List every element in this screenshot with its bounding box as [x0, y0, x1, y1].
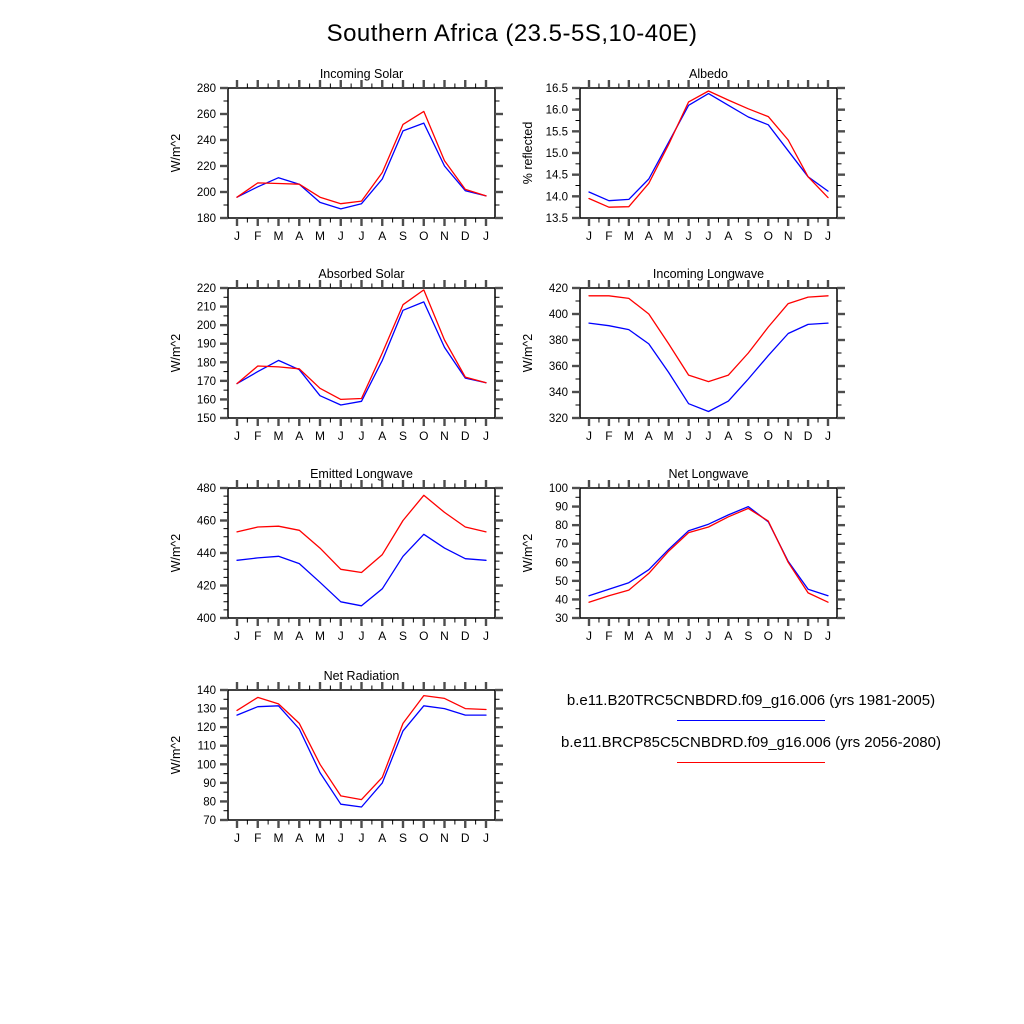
svg-text:O: O: [419, 429, 429, 443]
svg-text:J: J: [825, 629, 831, 643]
panel-incoming-solar: [153, 64, 513, 256]
svg-text:90: 90: [555, 501, 568, 514]
svg-text:A: A: [295, 831, 304, 845]
svg-text:J: J: [358, 229, 365, 243]
svg-text:J: J: [358, 429, 365, 443]
svg-text:F: F: [254, 229, 262, 243]
panel-net-longwave: [505, 464, 865, 656]
svg-text:M: M: [315, 831, 325, 845]
svg-text:N: N: [440, 429, 449, 443]
svg-text:S: S: [744, 629, 753, 643]
svg-text:Emitted Longwave: Emitted Longwave: [310, 467, 413, 481]
svg-text:170: 170: [196, 375, 216, 388]
svg-text:Incoming Solar: Incoming Solar: [319, 67, 404, 81]
svg-text:S: S: [398, 229, 408, 243]
svg-text:D: D: [803, 229, 813, 243]
svg-text:30: 30: [555, 613, 568, 625]
svg-text:F: F: [254, 831, 262, 845]
svg-text:A: A: [378, 629, 387, 643]
svg-text:260: 260: [196, 109, 216, 121]
svg-text:M: M: [273, 629, 284, 643]
svg-text:J: J: [234, 831, 240, 845]
svg-text:J: J: [705, 229, 712, 243]
svg-text:Incoming Longwave: Incoming Longwave: [652, 267, 765, 281]
svg-text:M: M: [663, 229, 674, 243]
svg-text:N: N: [440, 229, 449, 243]
panel-albedo: [505, 64, 865, 256]
svg-text:F: F: [254, 429, 262, 443]
svg-text:% reflected: % reflected: [521, 121, 535, 185]
svg-text:380: 380: [548, 335, 568, 347]
svg-text:420: 420: [196, 580, 216, 593]
svg-text:220: 220: [196, 283, 216, 295]
svg-text:A: A: [378, 831, 387, 845]
svg-text:J: J: [337, 429, 344, 443]
svg-text:150: 150: [196, 413, 216, 425]
svg-text:A: A: [644, 429, 653, 443]
svg-text:400: 400: [196, 613, 216, 625]
svg-text:F: F: [254, 629, 262, 643]
svg-text:J: J: [337, 831, 344, 845]
svg-text:N: N: [783, 429, 793, 443]
legend-line-historical-swatch: [677, 720, 825, 721]
svg-text:Net Radiation: Net Radiation: [323, 669, 400, 683]
svg-text:M: M: [315, 629, 325, 643]
svg-text:A: A: [378, 429, 387, 443]
svg-text:J: J: [685, 629, 692, 643]
svg-text:460: 460: [196, 515, 216, 528]
svg-text:M: M: [623, 429, 634, 443]
svg-text:O: O: [763, 229, 773, 243]
svg-text:J: J: [483, 831, 489, 845]
svg-text:M: M: [273, 831, 284, 845]
svg-text:M: M: [623, 229, 634, 243]
svg-text:480: 480: [196, 483, 216, 495]
svg-text:320: 320: [548, 413, 568, 425]
svg-text:70: 70: [203, 815, 216, 827]
svg-text:130: 130: [196, 703, 216, 716]
legend-label-historical: b.e11.B20TRC5CNBDRD.f09_g16.006 (yrs 1981-2005): [566, 692, 936, 709]
svg-text:280: 280: [196, 83, 216, 95]
svg-text:W/m^2: W/m^2: [521, 533, 535, 573]
svg-text:W/m^2: W/m^2: [169, 735, 183, 775]
svg-text:14.0: 14.0: [545, 191, 568, 204]
svg-text:W/m^2: W/m^2: [169, 533, 183, 573]
svg-text:140: 140: [196, 685, 216, 697]
svg-text:W/m^2: W/m^2: [521, 333, 535, 373]
svg-text:J: J: [705, 629, 712, 643]
panel-absorbed-solar: [153, 264, 513, 456]
svg-text:60: 60: [555, 557, 568, 570]
svg-text:S: S: [744, 229, 753, 243]
svg-text:S: S: [398, 429, 408, 443]
svg-text:M: M: [273, 429, 284, 443]
svg-text:N: N: [440, 629, 449, 643]
svg-text:210: 210: [196, 301, 216, 314]
svg-text:A: A: [724, 229, 733, 243]
svg-text:360: 360: [548, 361, 568, 373]
svg-text:15.5: 15.5: [545, 126, 568, 139]
svg-text:J: J: [586, 429, 592, 443]
svg-text:200: 200: [196, 320, 216, 333]
svg-text:80: 80: [555, 520, 568, 533]
svg-text:Net Longwave: Net Longwave: [668, 467, 749, 481]
panel-incoming-longwave: [505, 264, 865, 456]
svg-text:N: N: [440, 831, 449, 845]
svg-text:Albedo: Albedo: [689, 67, 728, 81]
svg-text:180: 180: [196, 213, 216, 225]
svg-text:D: D: [460, 229, 470, 243]
svg-text:M: M: [663, 629, 674, 643]
svg-text:70: 70: [555, 538, 568, 551]
svg-text:W/m^2: W/m^2: [169, 333, 183, 373]
svg-text:J: J: [586, 629, 592, 643]
svg-text:S: S: [398, 629, 408, 643]
legend-label-rcp85: b.e11.BRCP85C5CNBDRD.f09_g16.006 (yrs 2056-2080): [561, 734, 941, 751]
svg-text:W/m^2: W/m^2: [169, 133, 183, 173]
svg-text:16.5: 16.5: [545, 83, 568, 95]
svg-text:M: M: [663, 429, 674, 443]
svg-text:90: 90: [203, 777, 216, 790]
legend-line-rcp85-swatch: [677, 762, 825, 763]
svg-text:J: J: [483, 229, 489, 243]
svg-text:D: D: [803, 429, 813, 443]
svg-text:J: J: [483, 629, 489, 643]
svg-text:J: J: [358, 831, 365, 845]
svg-text:160: 160: [196, 394, 216, 407]
svg-text:J: J: [234, 229, 240, 243]
svg-text:N: N: [783, 229, 793, 243]
svg-text:J: J: [483, 429, 489, 443]
svg-text:180: 180: [196, 357, 216, 370]
svg-text:440: 440: [196, 548, 216, 560]
svg-text:15.0: 15.0: [545, 148, 568, 160]
svg-text:O: O: [763, 629, 773, 643]
svg-text:190: 190: [196, 338, 216, 351]
svg-text:M: M: [315, 229, 325, 243]
svg-text:40: 40: [555, 594, 568, 607]
svg-text:400: 400: [548, 309, 568, 321]
svg-text:Absorbed Solar: Absorbed Solar: [318, 267, 405, 281]
panel-emitted-longwave: [153, 464, 513, 656]
svg-text:O: O: [419, 629, 429, 643]
svg-text:F: F: [605, 429, 613, 443]
svg-text:13.5: 13.5: [545, 213, 568, 225]
panel-net-radiation: [153, 666, 513, 858]
svg-text:A: A: [295, 429, 304, 443]
svg-text:D: D: [803, 629, 813, 643]
svg-text:A: A: [724, 429, 733, 443]
svg-text:N: N: [783, 629, 793, 643]
svg-text:D: D: [460, 429, 470, 443]
svg-text:340: 340: [548, 387, 568, 399]
svg-text:O: O: [419, 831, 429, 845]
svg-text:J: J: [705, 429, 712, 443]
svg-text:F: F: [605, 629, 613, 643]
svg-text:D: D: [460, 831, 470, 845]
svg-text:200: 200: [196, 187, 216, 199]
page-title: Southern Africa (23.5-5S,10-40E): [326, 20, 698, 47]
svg-text:J: J: [358, 629, 365, 643]
svg-text:50: 50: [555, 575, 568, 588]
svg-text:J: J: [234, 629, 240, 643]
svg-text:A: A: [644, 229, 653, 243]
svg-text:M: M: [273, 229, 284, 243]
svg-text:F: F: [605, 229, 613, 243]
svg-text:D: D: [460, 629, 470, 643]
svg-text:220: 220: [196, 161, 216, 173]
svg-text:A: A: [724, 629, 733, 643]
svg-text:J: J: [337, 229, 344, 243]
svg-text:420: 420: [548, 283, 568, 295]
svg-text:O: O: [419, 229, 429, 243]
svg-text:J: J: [825, 429, 831, 443]
svg-text:J: J: [586, 229, 592, 243]
svg-text:A: A: [378, 229, 387, 243]
svg-text:240: 240: [196, 135, 216, 147]
svg-text:S: S: [744, 429, 753, 443]
svg-text:100: 100: [548, 483, 568, 495]
svg-text:120: 120: [196, 722, 216, 735]
svg-text:14.5: 14.5: [545, 169, 568, 182]
svg-text:J: J: [685, 229, 692, 243]
svg-text:16.0: 16.0: [545, 104, 568, 117]
svg-text:110: 110: [197, 740, 216, 753]
svg-text:80: 80: [203, 796, 216, 809]
legend: [528, 692, 974, 776]
svg-text:A: A: [295, 629, 304, 643]
svg-text:S: S: [398, 831, 408, 845]
svg-text:J: J: [234, 429, 240, 443]
svg-text:J: J: [825, 229, 831, 243]
svg-text:O: O: [763, 429, 773, 443]
svg-text:M: M: [315, 429, 325, 443]
svg-text:J: J: [337, 629, 344, 643]
svg-text:A: A: [644, 629, 653, 643]
svg-text:J: J: [685, 429, 692, 443]
svg-text:A: A: [295, 229, 304, 243]
svg-text:M: M: [623, 629, 634, 643]
svg-text:100: 100: [196, 759, 216, 772]
